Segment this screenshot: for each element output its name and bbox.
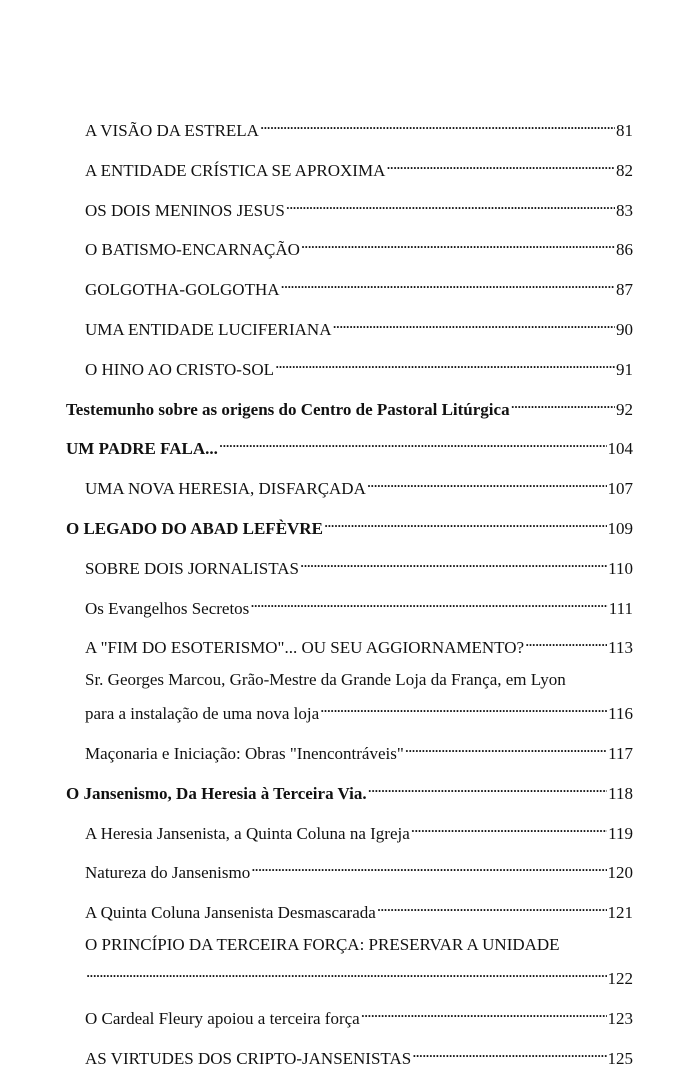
table-of-contents bbox=[0, 110, 697, 1077]
toc-entry-row bbox=[85, 309, 633, 343]
toc-entry[interactable] bbox=[85, 667, 633, 727]
dot-leader bbox=[260, 110, 615, 136]
toc-entry-page-number: 81 bbox=[616, 121, 633, 140]
toc-entry-page-number: 107 bbox=[607, 479, 633, 499]
dot-leader bbox=[281, 269, 615, 295]
toc-entry-title: Os Evangelhos Secretos bbox=[85, 598, 250, 618]
toc-entry[interactable] bbox=[85, 349, 633, 383]
dot-leader bbox=[368, 773, 607, 799]
dot-leader bbox=[300, 548, 607, 574]
toc-entry-row bbox=[85, 229, 633, 263]
toc-entry[interactable] bbox=[85, 998, 633, 1032]
toc-entry[interactable] bbox=[85, 309, 633, 343]
toc-entry-title: A Quinta Coluna Jansenista Desmascarada bbox=[85, 903, 376, 923]
toc-entry-title: A "FIM DO ESOTERISMO"... OU SEU AGGIORNAMENTO? bbox=[85, 638, 525, 658]
toc-entry[interactable] bbox=[85, 110, 633, 144]
toc-entry-title: O LEGADO DO ABAD LEFÈVRE bbox=[66, 518, 323, 538]
toc-entry-page-number: 104 bbox=[607, 439, 633, 459]
toc-entry[interactable] bbox=[85, 588, 633, 622]
toc-entry[interactable] bbox=[85, 548, 633, 582]
toc-entry[interactable] bbox=[85, 269, 633, 303]
toc-entry[interactable] bbox=[85, 813, 633, 847]
toc-entry-page-number: 121 bbox=[607, 903, 633, 923]
dot-leader bbox=[86, 958, 607, 984]
toc-entry-row bbox=[85, 588, 633, 622]
dot-leader bbox=[286, 190, 615, 216]
dot-leader bbox=[386, 150, 615, 176]
dot-leader bbox=[275, 349, 615, 375]
dot-leader bbox=[219, 428, 607, 454]
toc-entry[interactable] bbox=[66, 428, 633, 462]
toc-entry-title: para a instalação de uma nova loja bbox=[85, 704, 320, 724]
toc-entry-row bbox=[85, 1038, 633, 1072]
toc-entry-title: SOBRE DOIS JORNALISTAS bbox=[85, 558, 300, 578]
dot-leader bbox=[361, 998, 607, 1024]
dot-leader bbox=[251, 852, 606, 878]
toc-entry[interactable] bbox=[85, 852, 633, 886]
toc-entry[interactable] bbox=[66, 508, 633, 542]
dot-leader bbox=[320, 693, 607, 719]
toc-entry-page-number: 92 bbox=[616, 399, 633, 419]
toc-entry-page-number: 125 bbox=[607, 1048, 633, 1068]
toc-entry-row bbox=[85, 813, 633, 847]
toc-entry-row bbox=[85, 693, 633, 727]
toc-entry-row bbox=[85, 349, 633, 383]
toc-entry-row bbox=[85, 733, 633, 767]
toc-entry[interactable] bbox=[85, 627, 633, 661]
toc-entry-row bbox=[85, 150, 633, 184]
dot-leader bbox=[332, 309, 615, 335]
toc-entry-title: O HINO AO CRISTO-SOL bbox=[85, 359, 275, 379]
toc-entry[interactable] bbox=[85, 229, 633, 263]
toc-entry-row bbox=[85, 110, 633, 144]
toc-entry-title: O BATISMO-ENCARNAÇÃO bbox=[85, 240, 300, 260]
toc-entry-title: A Heresia Jansenista, a Quinta Coluna na Igreja bbox=[85, 823, 410, 843]
dot-leader bbox=[405, 733, 607, 759]
dot-leader bbox=[377, 892, 607, 918]
toc-entry-page-number: 83 bbox=[616, 200, 633, 220]
toc-entry-row bbox=[66, 428, 633, 462]
toc-entry[interactable] bbox=[85, 468, 633, 502]
toc-entry-page-number: 111 bbox=[608, 598, 633, 618]
toc-entry-title: AS VIRTUDES DOS CRIPTO-JANSENISTAS bbox=[85, 1048, 412, 1068]
toc-entry-title: UMA ENTIDADE LUCIFERIANA bbox=[85, 319, 332, 339]
dot-leader bbox=[324, 508, 607, 534]
dot-leader bbox=[367, 468, 607, 494]
dot-leader bbox=[411, 813, 607, 839]
toc-entry-row bbox=[66, 508, 633, 542]
dot-leader bbox=[511, 389, 615, 415]
toc-entry-row bbox=[66, 389, 633, 423]
toc-entry-title: Testemunho sobre as origens do Centro de Pastoral Litúrgica bbox=[66, 399, 510, 419]
toc-entry-row bbox=[85, 627, 633, 661]
toc-entry-page-number: 90 bbox=[616, 319, 633, 339]
toc-entry-title: O Jansenismo, Da Heresia à Terceira Via. bbox=[66, 783, 367, 803]
toc-entry-row bbox=[85, 468, 633, 502]
toc-entry-title: Natureza do Jansenismo bbox=[85, 863, 251, 883]
toc-entry[interactable] bbox=[66, 389, 633, 423]
toc-entry-row bbox=[85, 892, 633, 926]
toc-entry-title: OS DOIS MENINOS JESUS bbox=[85, 200, 285, 220]
toc-entry[interactable] bbox=[66, 773, 633, 807]
toc-entry-title: O Cardeal Fleury apoiou a terceira força bbox=[85, 1008, 360, 1028]
toc-entry[interactable] bbox=[85, 932, 633, 992]
toc-entry-row bbox=[85, 190, 633, 224]
toc-entry[interactable] bbox=[85, 150, 633, 184]
toc-entry-page-number: 118 bbox=[608, 783, 633, 803]
toc-entry[interactable] bbox=[85, 190, 633, 224]
toc-entry[interactable] bbox=[85, 733, 633, 767]
toc-entry-title: Maçonaria e Iniciação: Obras "Inencontráveis" bbox=[85, 743, 404, 763]
toc-entry-row bbox=[85, 852, 633, 886]
toc-entry-page-number: 119 bbox=[608, 823, 633, 843]
dot-leader bbox=[250, 588, 607, 614]
toc-entry-row bbox=[66, 773, 633, 807]
toc-entry-page-number: 109 bbox=[607, 518, 633, 538]
toc-entry-page-number: 86 bbox=[616, 240, 633, 260]
toc-entry[interactable] bbox=[85, 892, 633, 926]
toc-entry-title-line: Sr. Georges Marcou, Grão-Mestre da Grande Loja da França, em Lyon bbox=[85, 670, 566, 690]
toc-entry-page-number: 116 bbox=[608, 704, 633, 724]
toc-entry-title-line: O PRINCÍPIO DA TERCEIRA FORÇA: PRESERVAR A UNIDADE bbox=[85, 934, 560, 954]
toc-entry-title: UM PADRE FALA... bbox=[66, 439, 218, 459]
toc-entry-title: A ENTIDADE CRÍSTICA SE APROXIMA bbox=[85, 160, 386, 180]
toc-entry-page-number: 110 bbox=[608, 558, 633, 578]
toc-entry-page-number: 122 bbox=[607, 968, 633, 988]
toc-entry-title: A VISÃO DA ESTRELA bbox=[85, 121, 259, 140]
toc-entry-page-number: 87 bbox=[616, 280, 633, 300]
toc-entry-title: UMA NOVA HERESIA, DISFARÇADA bbox=[85, 479, 366, 499]
toc-entry-page-number: 120 bbox=[607, 863, 633, 883]
toc-entry-page-number: 113 bbox=[608, 638, 633, 658]
toc-entry-row bbox=[85, 958, 633, 992]
toc-entry-row bbox=[85, 998, 633, 1032]
toc-entry-page-number: 91 bbox=[616, 359, 633, 379]
toc-entry-page-number: 117 bbox=[608, 743, 633, 763]
toc-entry-title: GOLGOTHA-GOLGOTHA bbox=[85, 280, 280, 300]
toc-entry-page-number: 82 bbox=[616, 160, 633, 180]
dot-leader bbox=[525, 627, 607, 653]
toc-entry-row bbox=[85, 548, 633, 582]
dot-leader bbox=[301, 229, 615, 255]
toc-entry[interactable] bbox=[85, 1038, 633, 1072]
toc-entry-page-number: 123 bbox=[607, 1008, 633, 1028]
dot-leader bbox=[412, 1038, 606, 1064]
toc-entry-row bbox=[85, 269, 633, 303]
